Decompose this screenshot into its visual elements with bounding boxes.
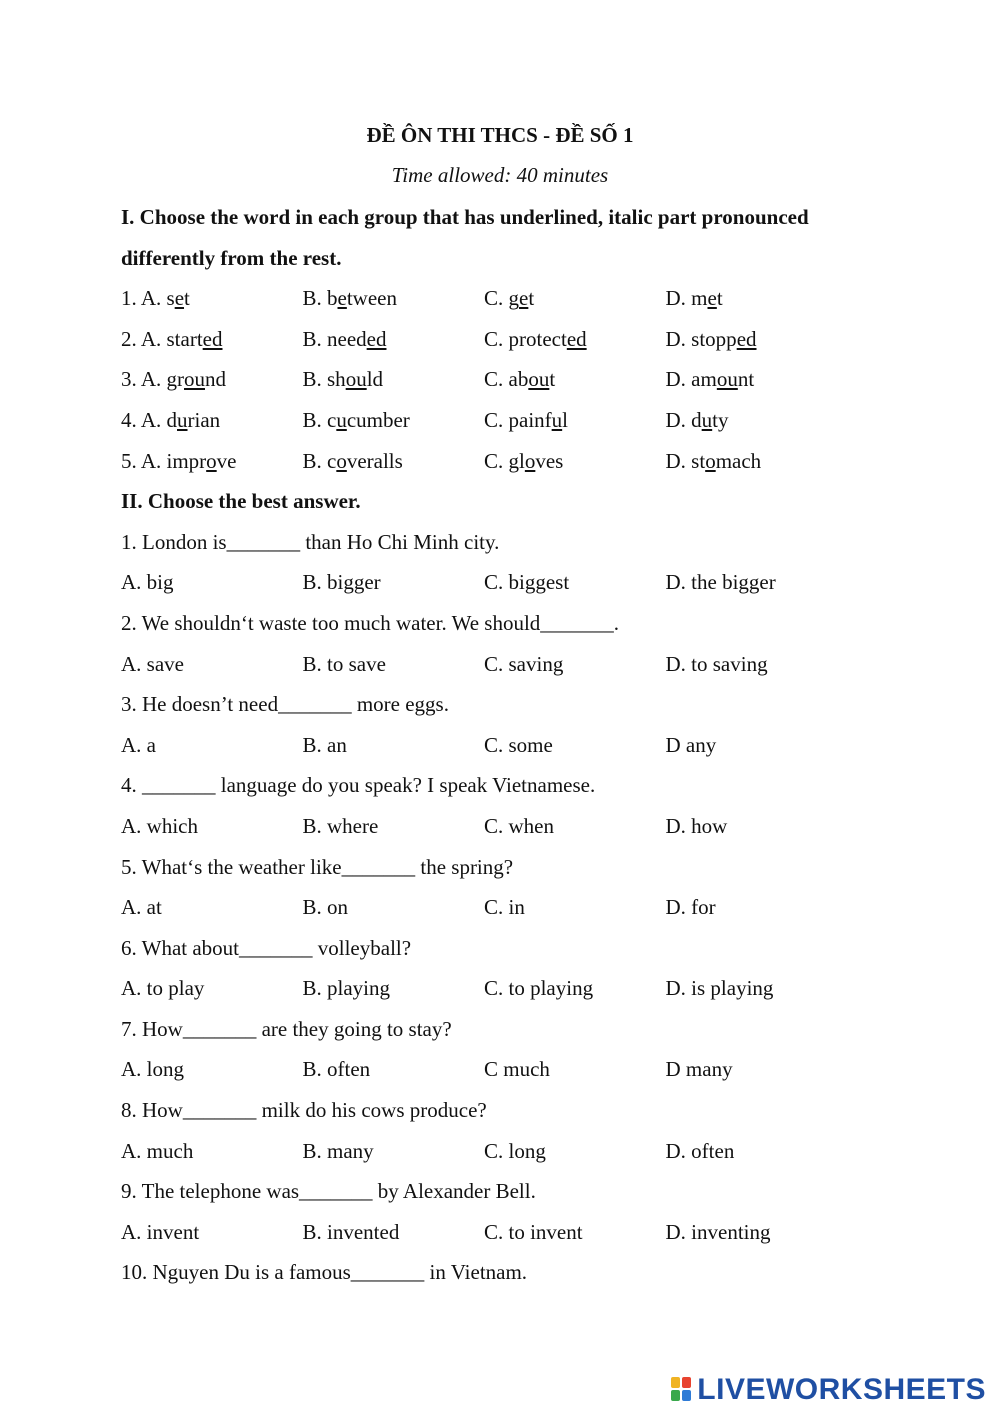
answer-option[interactable]: C. to invent	[484, 1219, 583, 1244]
answer-option[interactable]	[121, 403, 303, 444]
section1-questions	[121, 281, 921, 484]
pronunciation-question-row	[121, 281, 921, 322]
answer-option[interactable]: B. invented	[302, 1219, 400, 1244]
question-stem: 6. What about_______ volleyball?	[121, 935, 412, 960]
question-stem: 10. Nguyen Du is a famous_______ in Vietnam.	[121, 1260, 528, 1285]
option-text-after: nd	[205, 367, 226, 392]
option-text-after: t	[716, 286, 723, 311]
option-text-before: C. painf	[484, 407, 552, 432]
option-text-before: D. st	[665, 448, 706, 473]
option-text-before: 4. A. d	[121, 407, 178, 432]
option-text-after: cumber	[346, 407, 410, 432]
underlined-part: u	[701, 407, 713, 432]
option-text-before: B. need	[302, 326, 367, 351]
answer-option[interactable]: A. a	[121, 732, 156, 757]
option-text-after: ty	[712, 407, 729, 432]
option-text-after: mach	[715, 448, 762, 473]
option-text-after: ve	[216, 448, 237, 473]
underlined-part: e	[174, 286, 185, 311]
pronunciation-question-row	[121, 322, 921, 363]
option-text-before: 1. A. s	[121, 286, 175, 311]
answer-option[interactable]	[666, 281, 848, 322]
answer-option[interactable]: B. to save	[302, 651, 386, 676]
answer-option[interactable]	[666, 444, 848, 485]
answer-option[interactable]: A. which	[121, 813, 198, 838]
answer-option[interactable]: D any	[665, 732, 717, 757]
underlined-part: u	[336, 407, 347, 432]
question-stem: 2. We shouldn‘t waste too much water. We should_______.	[121, 610, 620, 635]
section1-heading-line1: I. Choose the word in each group that has underlined, italic part pronounced	[121, 205, 809, 229]
underlined-part: o	[524, 448, 536, 473]
underlined-part: ed	[566, 326, 587, 351]
answer-option[interactable]: C. saving	[484, 651, 564, 676]
answer-option[interactable]: B. often	[302, 1057, 371, 1082]
answer-option[interactable]: C. long	[484, 1138, 546, 1163]
answer-option[interactable]: C. some	[484, 732, 553, 757]
answer-option[interactable]	[666, 322, 848, 363]
answer-options-row	[121, 1134, 921, 1175]
answer-option[interactable]	[121, 322, 303, 363]
answer-option[interactable]: D. to saving	[665, 651, 768, 676]
option-text-after: ld	[366, 367, 384, 392]
answer-option[interactable]: D. the bigger	[665, 570, 776, 595]
option-text-before: C. gl	[484, 448, 525, 473]
option-text-before: D. am	[665, 367, 717, 392]
answer-option[interactable]	[121, 362, 303, 403]
answer-option[interactable]: C. when	[484, 813, 554, 838]
answer-option[interactable]	[303, 403, 485, 444]
underlined-part: ed	[202, 326, 223, 351]
answer-option[interactable]: C. in	[484, 895, 525, 920]
answer-options-row	[121, 809, 921, 850]
option-text-before: C. ab	[484, 367, 529, 392]
answer-option[interactable]: D. inventing	[665, 1219, 771, 1244]
answer-options-row	[121, 890, 921, 931]
underlined-part: o	[206, 448, 217, 473]
answer-options-row	[121, 1215, 921, 1256]
underlined-part: e	[519, 286, 529, 311]
answer-option[interactable]	[303, 322, 485, 363]
option-text-after: veralls	[346, 448, 403, 473]
option-text-after: rian	[187, 407, 221, 432]
answer-option[interactable]: A. to play	[121, 976, 205, 1001]
answer-option[interactable]	[484, 444, 666, 485]
underlined-part: ou	[716, 367, 738, 392]
question-stem: 1. London is_______ than Ho Chi Minh city.	[121, 529, 500, 554]
answer-option[interactable]	[484, 362, 666, 403]
answer-option[interactable]: A. invent	[121, 1219, 200, 1244]
option-text-before: B. c	[302, 448, 337, 473]
answer-option[interactable]	[484, 281, 666, 322]
pronunciation-question-row	[121, 444, 921, 485]
pronunciation-question-row	[121, 403, 921, 444]
answer-option[interactable]: B. many	[302, 1138, 374, 1163]
answer-option[interactable]: B. an	[302, 732, 347, 757]
option-text-before: D. d	[665, 407, 702, 432]
option-text-after: t	[184, 286, 190, 311]
underlined-part: o	[705, 448, 716, 473]
answer-option[interactable]: B. playing	[302, 976, 390, 1001]
answer-option[interactable]: D. is playing	[665, 976, 774, 1001]
question-stem: 8. How_______ milk do his cows produce?	[121, 1098, 487, 1123]
answer-option[interactable]	[303, 362, 485, 403]
answer-option[interactable]: B. where	[302, 813, 379, 838]
underlined-part: o	[336, 448, 347, 473]
option-text-before: B. c	[302, 407, 337, 432]
underlined-part: u	[177, 407, 188, 432]
answer-option[interactable]	[666, 362, 848, 403]
answer-option[interactable]: A. much	[121, 1138, 194, 1163]
section2-questions	[121, 525, 921, 1296]
underlined-part: ou	[528, 367, 550, 392]
answer-options-row	[121, 647, 921, 688]
liveworksheets-logo	[671, 1370, 986, 1410]
answer-option[interactable]: C much	[484, 1057, 550, 1082]
answer-option[interactable]: A. save	[121, 651, 184, 676]
answer-option[interactable]: D. for	[665, 895, 716, 920]
option-text-before: D. stopp	[665, 326, 737, 351]
option-text-before: 3. A. gr	[121, 367, 184, 392]
underlined-part: e	[707, 286, 717, 311]
option-text-after: tween	[346, 286, 397, 311]
answer-option[interactable]	[484, 322, 666, 363]
option-text-after: nt	[737, 367, 755, 392]
answer-options-row	[121, 971, 921, 1012]
option-text-after: t	[549, 367, 556, 392]
underlined-part: ou	[184, 367, 205, 392]
option-text-before: B. b	[302, 286, 338, 311]
answer-option[interactable]	[303, 281, 485, 322]
underlined-part: ed	[366, 326, 387, 351]
answer-option[interactable]: C. to playing	[484, 976, 594, 1001]
underlined-part: ou	[345, 367, 367, 392]
answer-options-row	[121, 565, 921, 606]
underlined-part: u	[551, 407, 563, 432]
option-text-before: B. sh	[302, 367, 346, 392]
answer-option[interactable]: B. on	[302, 895, 349, 920]
option-text-after: ves	[535, 448, 564, 473]
answer-option[interactable]: D. how	[665, 813, 728, 838]
option-text-before: 5. A. impr	[121, 448, 207, 473]
underlined-part: e	[337, 286, 347, 311]
option-text-before: 2. A. start	[121, 326, 203, 351]
option-text-after: l	[562, 407, 568, 432]
answer-option[interactable]: A. long	[121, 1057, 184, 1082]
answer-option[interactable]: D. often	[665, 1138, 735, 1163]
answer-options-row	[121, 728, 921, 769]
page-title: ĐỀ ÔN THI THCS - ĐỀ SỐ 1	[366, 123, 634, 147]
question-stem: 3. He doesn’t need_______ more eggs.	[121, 692, 449, 717]
answer-option[interactable]	[121, 281, 303, 322]
option-text-before: C. g	[484, 286, 520, 311]
answer-option[interactable]: D many	[665, 1057, 733, 1082]
option-text-before: D. m	[665, 286, 708, 311]
section2-heading: II. Choose the best answer.	[121, 489, 361, 514]
question-stem: 9. The telephone was_______ by Alexander Bell.	[121, 1179, 536, 1204]
time-allowed: Time allowed: 40 minutes	[391, 163, 609, 187]
underlined-part: ed	[736, 326, 757, 351]
question-stem: 7. How_______ are they going to stay?	[121, 1016, 452, 1041]
answer-option[interactable]	[121, 444, 303, 485]
answer-option[interactable]: C. biggest	[484, 570, 570, 595]
liveworksheets-logo-text: LIVEWORKSHEETS	[697, 1373, 986, 1406]
answer-option[interactable]	[484, 403, 666, 444]
section1-heading-line2: differently from the rest.	[121, 245, 342, 270]
answer-option[interactable]: A. at	[121, 895, 162, 920]
answer-option[interactable]: A. big	[121, 570, 174, 595]
option-text-before: C. protect	[484, 326, 567, 351]
answer-options-row	[121, 1052, 921, 1093]
pronunciation-question-row	[121, 362, 921, 403]
question-stem: 4. _______ language do you speak? I speak Vietnamese.	[121, 773, 596, 798]
question-stem: 5. What‘s the weather like_______ the spring?	[121, 854, 514, 879]
answer-option[interactable]: B. bigger	[302, 570, 381, 595]
answer-option[interactable]	[303, 444, 485, 485]
worksheet-content	[121, 200, 921, 1296]
option-text-after: t	[528, 286, 535, 311]
liveworksheets-logo-icon	[671, 1377, 693, 1403]
answer-option[interactable]	[666, 403, 848, 444]
